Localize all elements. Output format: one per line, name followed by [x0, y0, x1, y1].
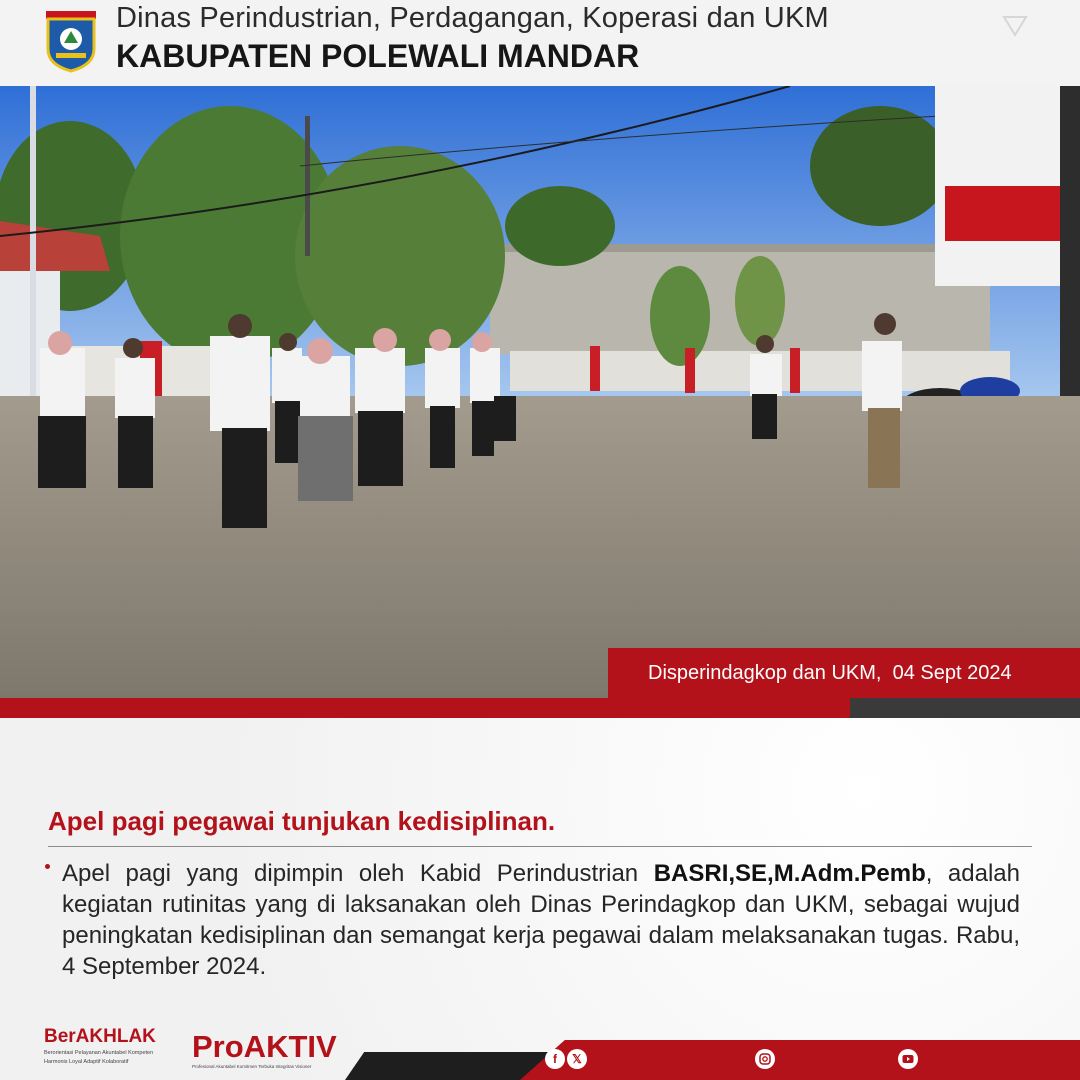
article-body-name: BASRI,SE,M.Adm.Pemb: [653, 860, 926, 887]
agency-name: Dinas Perindustrian, Perdagangan, Koperasi dan UKM: [116, 2, 829, 34]
proaktiv-logo: [192, 1030, 352, 1074]
facebook-icon[interactable]: f: [545, 1049, 565, 1069]
divider-band-dark: [850, 698, 1080, 718]
berakhlak-title: BerAKHLAK: [44, 1026, 156, 1047]
header: [0, 0, 1080, 86]
regency-emblem-icon: [42, 9, 100, 73]
article-body-rest: , adalah kegiatan rutinitas yang di laksanakan oleh Dinas Perindagkop dan UKM, sebagai wujud peningkatan kedisiplinan dan semangat kerja pegawai dalam melaksanakan tugas. Rabu, 4 September 2024.: [62, 860, 1020, 980]
article-body-intro: Apel pagi yang dipimpin oleh Kabid Perindustrian: [62, 860, 654, 887]
bullet-dot-icon: [44, 862, 52, 870]
berakhlak-tagline-1: Berorientasi Pelayanan Akuntabel Kompeten: [44, 1050, 154, 1056]
title-divider: [48, 846, 1032, 847]
photo-caption: Disperindagkop dan UKM, 04 Sept 2024: [608, 648, 1080, 698]
berakhlak-tagline-2: Harmonis Loyal Adaptif Kolaboratif: [44, 1059, 129, 1065]
instagram-icon[interactable]: [755, 1049, 775, 1069]
region-name: KABUPATEN POLEWALI MANDAR: [116, 38, 640, 74]
triangle-icon: [1002, 15, 1028, 37]
event-photo: [0, 86, 1080, 698]
youtube-icon[interactable]: [898, 1049, 918, 1069]
proaktiv-tagline: Profesional Akuntabel Komitmen Terbuka Integritas Visioner: [192, 1064, 312, 1069]
footer-band-red: [520, 1040, 1080, 1080]
proaktiv-title: ProAKTIV: [192, 1029, 337, 1064]
divider-band-red: [0, 698, 850, 718]
x-icon[interactable]: 𝕏: [567, 1049, 587, 1069]
article-body: [62, 858, 1020, 982]
article-title: Apel pagi pegawai tunjukan kedisiplinan.: [48, 806, 556, 836]
berakhlak-logo: [44, 1026, 174, 1072]
